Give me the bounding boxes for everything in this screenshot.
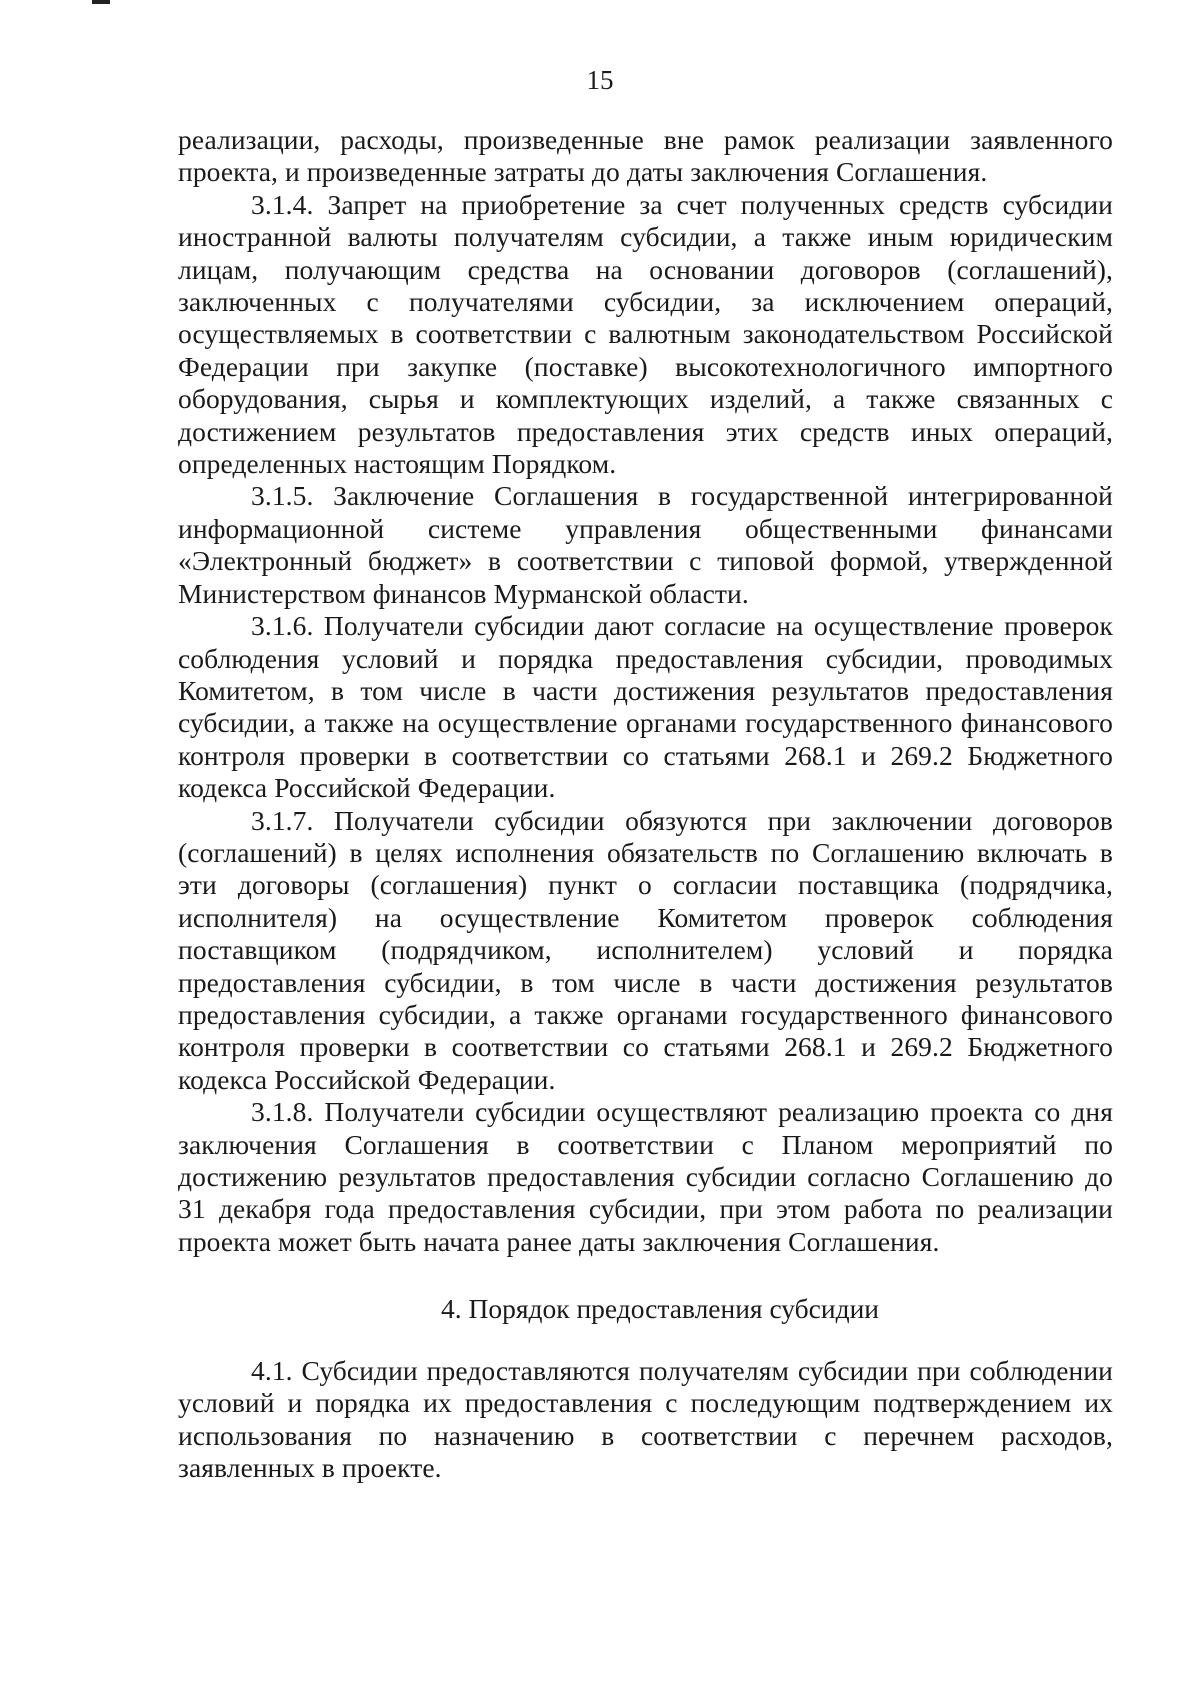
paragraph-3-1-5: 3.1.5. Заключение Соглашения в государственной интегрированной информационной системе управления общественными финансами «Электронный бюджет» в соответствии с типовой формой, утвержденной Министерством финансов Мурманской области. xyxy=(178,480,1113,609)
body-text xyxy=(178,124,1113,1258)
paragraph-3-1-4: 3.1.4. Запрет на приобретение за счет полученных средств субсидии иностранной валюты получателям субсидии, а также иным юридическим лицам, получающим средства на основании договоров (соглашений), заключенных с получателями субсидии, за исключением операций, осуществляемых в соответствии с валютным законодательством Российской Федерации при закупке (поставке) высокотехнологичного импортного оборудования, сырья и комплектующих изделий, а также связанных с достижением результатов предоставления этих средств иных операций, определенных настоящим Порядком. xyxy=(178,188,1113,480)
paragraph-continuation: реализации, расходы, произведенные вне рамок реализации заявленного проекта, и произведенные затраты до даты заключения Соглашения. xyxy=(178,124,1113,188)
paragraph-4-1: 4.1. Субсидии предоставляются получателям субсидии при соблюдении условий и порядка их предоставления с последующим подтверждением их использования по назначению в соответствии с перечнем расходов, заявленных в проекте. xyxy=(178,1355,1113,1484)
section-text xyxy=(178,1355,1113,1485)
section-heading: 4. Порядок предоставления субсидии xyxy=(440,1293,880,1324)
page-number: 15 xyxy=(586,65,614,95)
paragraph-3-1-8: 3.1.8. Получатели субсидии осуществляют реализацию проекта со дня заключения Соглашения в соответствии с Планом мероприятий по достижению результатов предоставления субсидии согласно Соглашению до 31 декабря года предоставления субсидии, при этом работа по реализации проекта может быть начата ранее даты заключения Соглашения. xyxy=(178,1096,1113,1257)
paragraph-3-1-7: 3.1.7. Получатели субсидии обязуются при заключении договоров (соглашений) в целях исполнения обязательств по Соглашению включать в эти договоры (соглашения) пункт о согласии поставщика (подрядчика, исполнителя) на осуществление Комитетом проверок соблюдения поставщиком (подрядчиком, исполнителем) условий и порядка предоставления субсидии, в том числе в части достижения результатов предоставления субсидии, а также органами государственного финансового контроля проверки в соответствии со статьями 268.1 и 269.2 Бюджетного кодекса Российской Федерации. xyxy=(178,804,1113,1095)
paragraph-3-1-6: 3.1.6. Получатели субсидии дают согласие на осуществление проверок соблюдения условий и порядка предоставления субсидии, проводимых Комитетом, в том числе в части достижения результатов предоставления субсидии, а также на осуществление органами государственного финансового контроля проверки в соответствии со статьями 268.1 и 269.2 Бюджетного кодекса Российской Федерации. xyxy=(178,610,1113,804)
scan-corner-mark xyxy=(92,0,110,4)
